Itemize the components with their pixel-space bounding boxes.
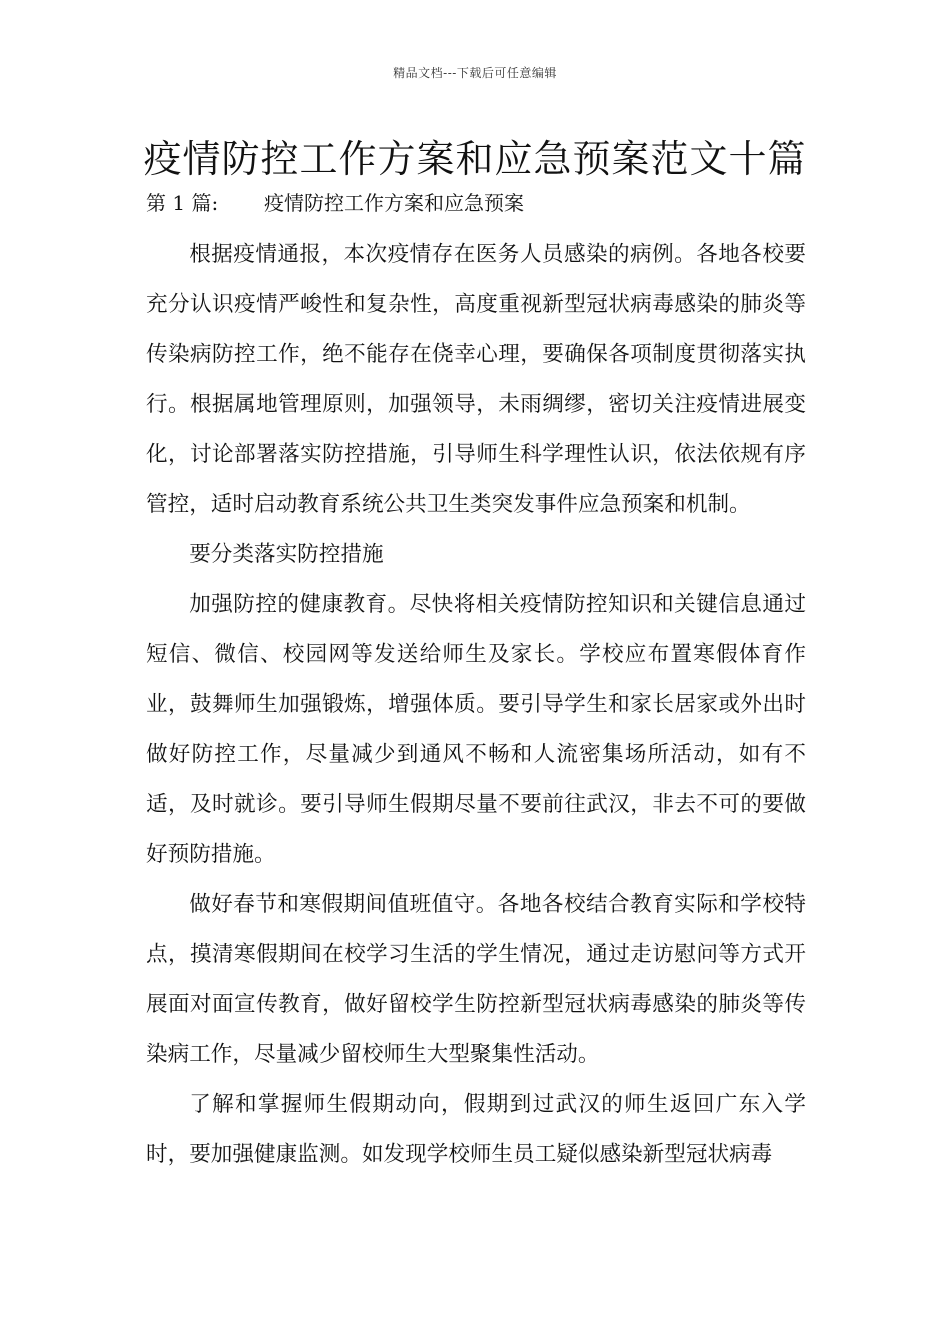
paragraph: 了解和掌握师生假期动向，假期到过武汉的师生返回广东入学时，要加强健康监测。如发现学校师生员工疑似感染新型冠状病毒 [146,1092,806,1167]
header-note: 精品文档---下载后可任意编辑 [393,66,557,80]
section-number: 第 1 篇: [146,191,219,215]
paragraph: 要分类落实防控措施 [189,542,384,567]
paragraph: 做好春节和寒假期间值班值守。各地各校结合教育实际和学校特点，摸清寒假期间在校学习生活的学生情况，通过走访慰问等方式开展面对面宣传教育，做好留校学生防控新型冠状病毒感染的肺炎等传染病工作，尽量减少留校师生大型聚集性活动。 [146,892,806,1067]
section-title: 疫情防控工作方案和应急预案 [264,191,524,215]
document-title: 疫情防控工作方案和应急预案范文十篇 [143,137,807,181]
section-heading [146,187,524,216]
paragraph: 加强防控的健康教育。尽快将相关疫情防控知识和关键信息通过短信、微信、校园网等发送给师生及家长。学校应布置寒假体育作业，鼓舞师生加强锻炼，增强体质。要引导学生和家长居家或外出时做好防控工作，尽量减少到通风不畅和人流密集场所活动，如有不适，及时就诊。要引导师生假期尽量不要前往武汉，非去不可的要做好预防措施。 [146,592,806,867]
paragraph: 根据疫情通报，本次疫情存在医务人员感染的病例。各地各校要充分认识疫情严峻性和复杂性，高度重视新型冠状病毒感染的肺炎等传染病防控工作，绝不能存在侥幸心理，要确保各项制度贯彻落实执行。根据属地管理原则，加强领导，未雨绸缪，密切关注疫情进展变化，讨论部署落实防控措施，引导师生科学理性认识，依法依规有序管控，适时启动教育系统公共卫生类突发事件应急预案和机制。 [146,242,806,517]
document-body [146,230,806,1180]
